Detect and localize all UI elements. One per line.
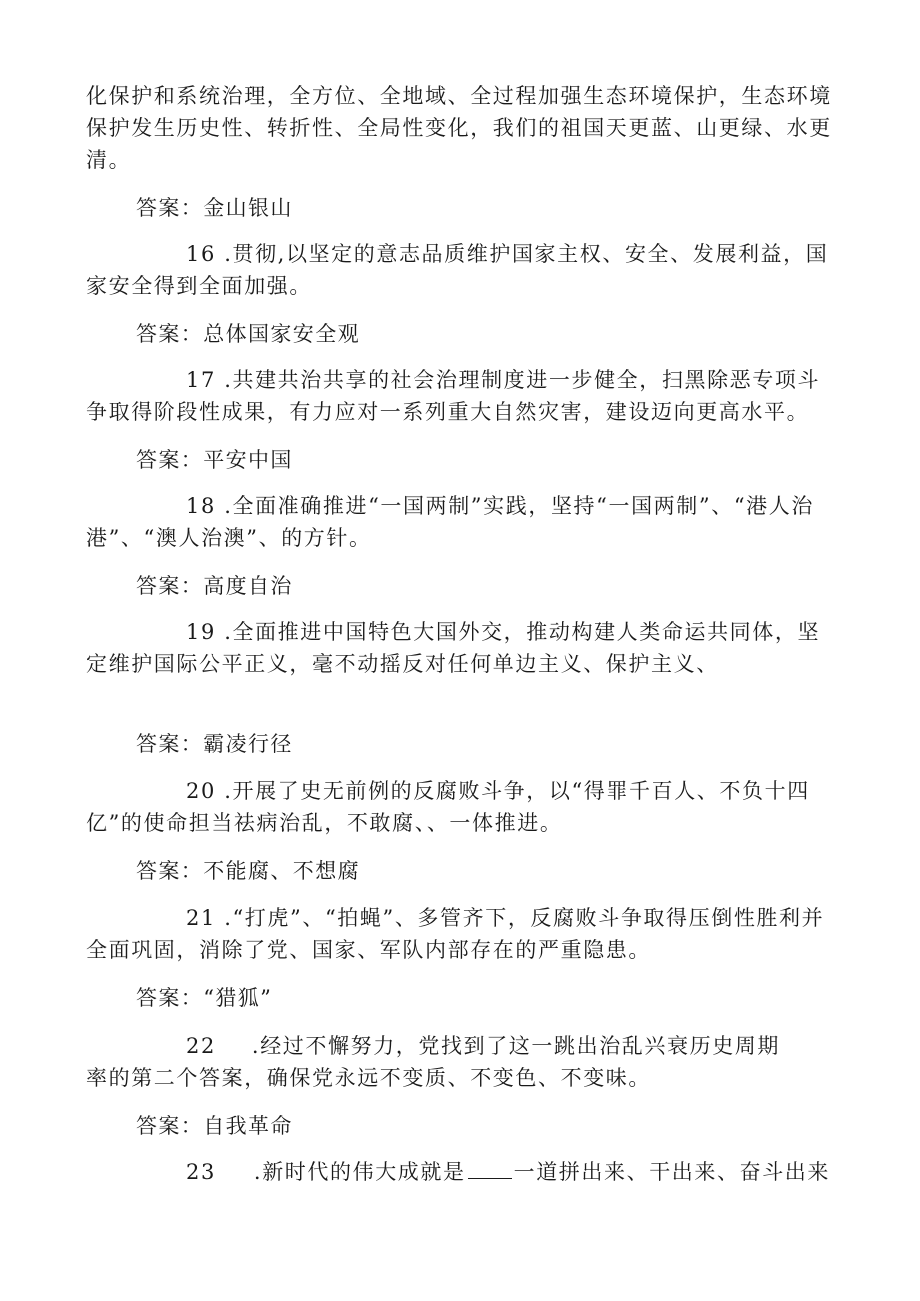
question-text: .贯彻,以坚定的意志品质维护国家主权、安全、发展利益，国家安全得到全面加强。 xyxy=(86,242,829,298)
question-text-line1: .经过不懈努力，党找到了这一跳出治乱兴衰历史周期 xyxy=(251,1034,780,1058)
answer-15: 答案：金山银山 xyxy=(136,196,293,220)
question-17 xyxy=(86,364,836,428)
question-number: 22 xyxy=(186,1034,216,1058)
fill-in-blank[interactable] xyxy=(468,1158,512,1179)
question-number: 18 xyxy=(186,494,216,518)
question-16 xyxy=(86,238,836,302)
answer-22: 答案：自我革命 xyxy=(136,1114,293,1138)
question-number: 23 xyxy=(186,1160,216,1184)
question-20 xyxy=(86,775,836,839)
question-21 xyxy=(86,902,836,966)
question-19 xyxy=(86,616,836,680)
question-text: .“打虎”、“拍蝇”、多管齐下，反腐败斗争取得压倒性胜利并全面巩固，消除了党、国家、军队内部存在的严重隐患。 xyxy=(86,906,825,962)
question-23 xyxy=(86,1156,836,1188)
question-text: .全面准确推进“一国两制”实践，坚持“一国两制”、“港人治港”、“澳人治澳”、的方针。 xyxy=(86,494,814,550)
answer-21: 答案：“猎狐” xyxy=(136,986,273,1010)
question-number: 21 xyxy=(186,906,216,930)
question-number: 16 xyxy=(186,242,216,266)
answer-18: 答案：高度自治 xyxy=(136,574,293,598)
question-22 xyxy=(86,1030,836,1094)
question-text: .开展了史无前例的反腐败斗争，以“得罪千百人、不负十四亿”的使命担当祛病治乱，不敢腐、、一体推进。 xyxy=(86,779,810,835)
question-text-after: 一道拼出来、干出来、奋斗出来 xyxy=(513,1160,831,1184)
question-text: .全面推进中国特色大国外交，推动构建人类命运共同体，坚定维护国际公平正义，毫不动摇反对任何单边主义、保护主义、 xyxy=(86,620,821,676)
question-text-line2: 率的第二个答案，确保党永远不变质、不变色、不变味。 xyxy=(86,1066,651,1090)
answer-16: 答案：总体国家安全观 xyxy=(136,322,360,346)
question-number: 20 xyxy=(186,779,216,803)
answer-20: 答案：不能腐、不想腐 xyxy=(136,859,360,883)
answer-17: 答案：平安中国 xyxy=(136,448,293,472)
intro-paragraph: 化保护和系统治理，全方位、全地域、全过程加强生态环境保护，生态环境保护发生历史性、转折性、全局性变化，我们的祖国天更蓝、山更绿、水更清。 xyxy=(86,84,832,172)
question-18 xyxy=(86,490,836,554)
question-text-before: .新时代的伟大成就是 xyxy=(253,1160,466,1184)
question-text: .共建共治共享的社会治理制度进一步健全，扫黑除恶专项斗争取得阶段性成果，有力应对一系列重大自然灾害，建设迈向更高水平。 xyxy=(86,368,821,424)
question-number: 17 xyxy=(186,368,216,392)
answer-19: 答案：霸凌行径 xyxy=(136,732,293,756)
question-number: 19 xyxy=(186,620,216,644)
